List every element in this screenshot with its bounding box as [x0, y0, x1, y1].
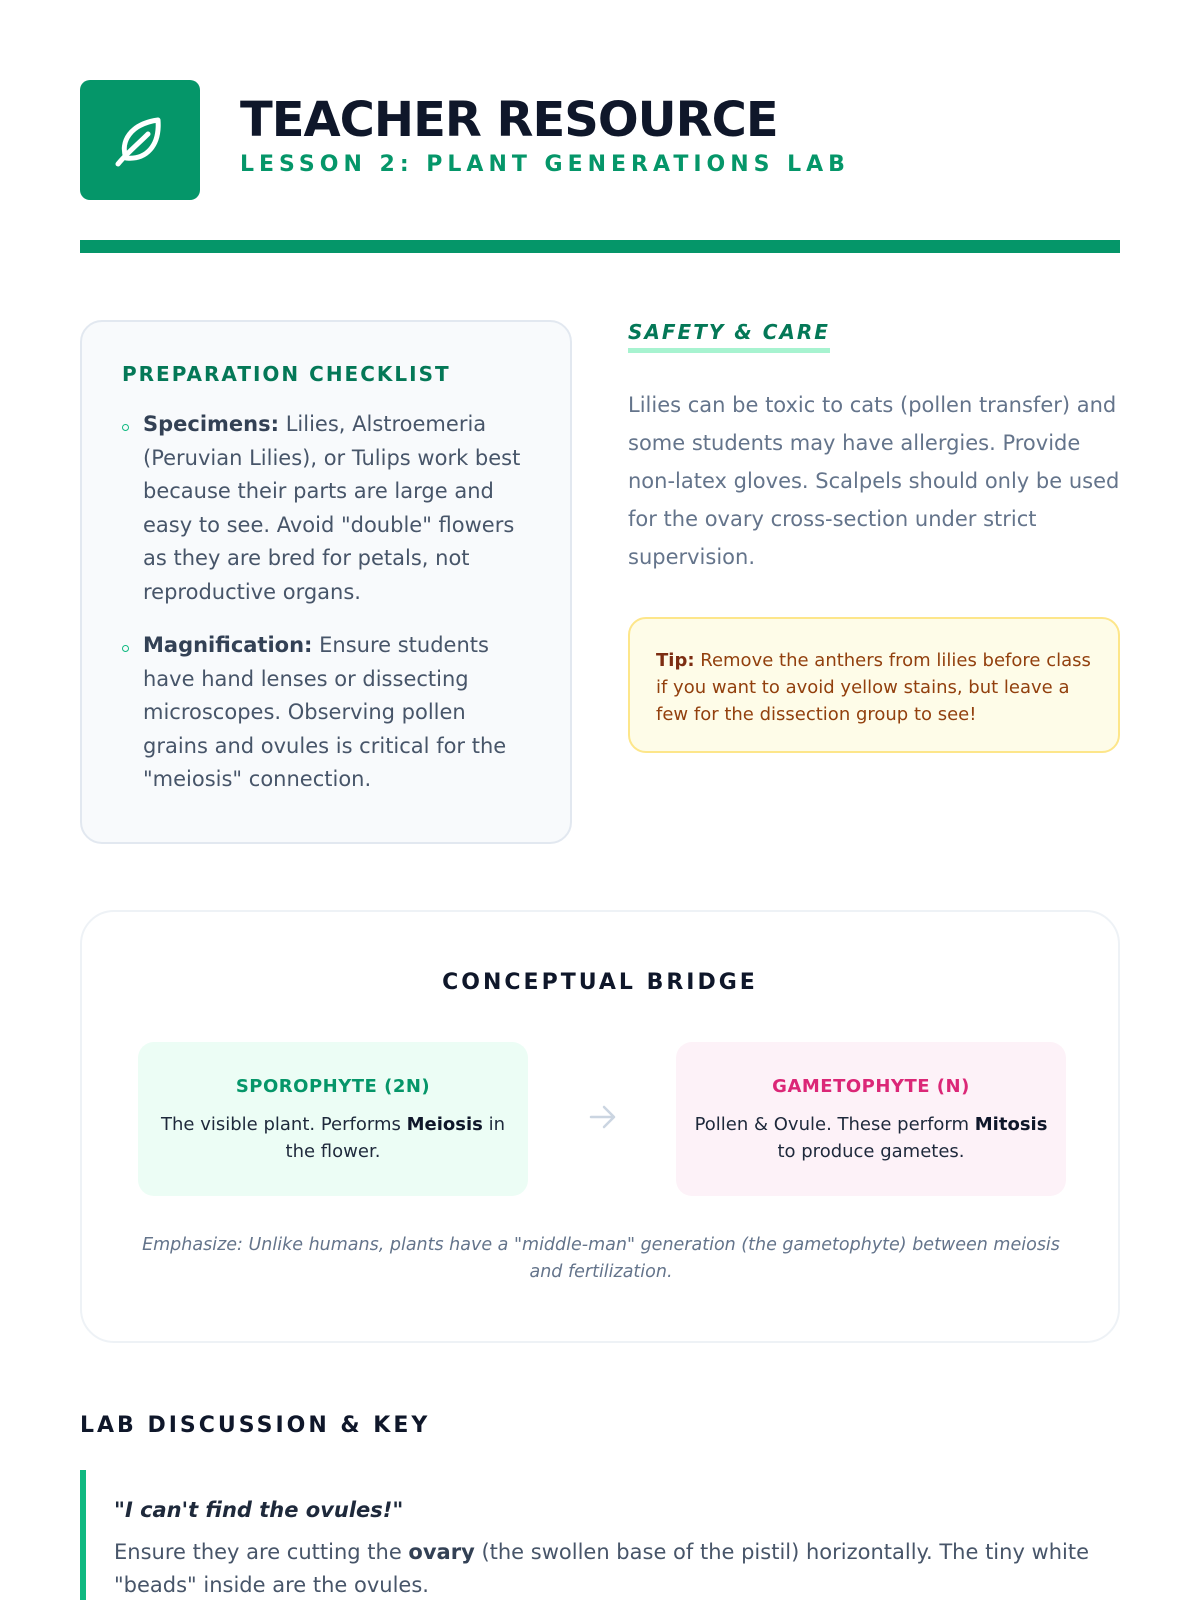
page-header — [80, 80, 1120, 200]
sporophyte-desc-bold: Meiosis — [406, 1114, 483, 1135]
header-divider — [80, 240, 1120, 253]
tip-label: Tip: — [656, 650, 695, 671]
checklist-item-specimens — [122, 408, 532, 609]
conceptual-bridge-card — [80, 910, 1120, 1343]
gametophyte-description — [692, 1111, 1050, 1165]
checklist-title: PREPARATION CHECKLIST — [122, 362, 451, 386]
bullet-icon — [122, 424, 129, 431]
safety-heading: SAFETY & CARE — [628, 320, 830, 353]
tip-box — [628, 617, 1120, 753]
gametophyte-desc-part: to produce gametes. — [777, 1141, 965, 1162]
lab-question: "I can't find the ovules!" — [114, 1498, 404, 1522]
bridge-title: CONCEPTUAL BRIDGE — [442, 970, 758, 995]
sporophyte-description — [154, 1111, 512, 1165]
leaf-logo — [80, 80, 200, 200]
gametophyte-box — [676, 1042, 1066, 1196]
checklist-item-label: Specimens: — [143, 412, 280, 436]
lab-discussion-heading: LAB DISCUSSION & KEY — [80, 1413, 431, 1438]
sporophyte-desc-part: The visible plant. Performs — [161, 1114, 407, 1135]
page-subtitle: LESSON 2: PLANT GENERATIONS LAB — [240, 152, 850, 177]
checklist-item-text: Lilies, Alstroemeria (Peruvian Lilies), or Tulips work best because their parts are large and easy to see. Avoid "double" flowers as they are bred for petals, not reproductive organs. — [143, 412, 521, 604]
gametophyte-desc-bold: Mitosis — [974, 1114, 1048, 1135]
arrow-right-icon — [588, 1102, 618, 1132]
lab-answer — [114, 1536, 1100, 1600]
sporophyte-label: SPOROPHYTE (2N) — [235, 1076, 431, 1097]
sporophyte-desc-part: in the flower. — [285, 1114, 505, 1162]
page-title: TEACHER RESOURCE — [240, 92, 778, 148]
checklist-list — [122, 408, 532, 797]
safety-text: Lilies can be toxic to cats (pollen transfer) and some students may have allergies. Provide non-latex gloves. Scalpels should only be used for the ovary cross-section under strict supervision. — [628, 393, 1120, 569]
lab-answer-bold: ovary — [408, 1540, 475, 1564]
bullet-icon — [122, 645, 129, 652]
checklist-item-text: Ensure students have hand lenses or dissecting microscopes. Observing pollen grains and ovules is critical for the "meiosis" connection. — [143, 633, 507, 791]
lab-qa-block — [80, 1470, 1120, 1600]
leaf-icon — [108, 108, 172, 172]
lab-answer-part: (the swollen base of the pistil) horizontally. The tiny white "beads" inside are the ovules. — [114, 1540, 1090, 1597]
preparation-checklist-card — [80, 320, 572, 844]
bridge-note: Emphasize: Unlike humans, plants have a "middle-man" generation (the gametophyte) between meiosis and fertilization. — [142, 1235, 1060, 1282]
checklist-item-label: Magnification: — [143, 633, 313, 657]
gametophyte-label: GAMETOPHYTE (N) — [772, 1076, 970, 1097]
gametophyte-desc-part: Pollen & Ovule. These perform — [694, 1114, 975, 1135]
tip-text: Remove the anthers from lilies before class if you want to avoid yellow stains, but leave a few for the dissection group to see! — [656, 650, 1091, 725]
lab-answer-part: Ensure they are cutting the — [114, 1540, 409, 1564]
checklist-item-magnification — [122, 629, 532, 797]
sporophyte-box — [138, 1042, 528, 1196]
